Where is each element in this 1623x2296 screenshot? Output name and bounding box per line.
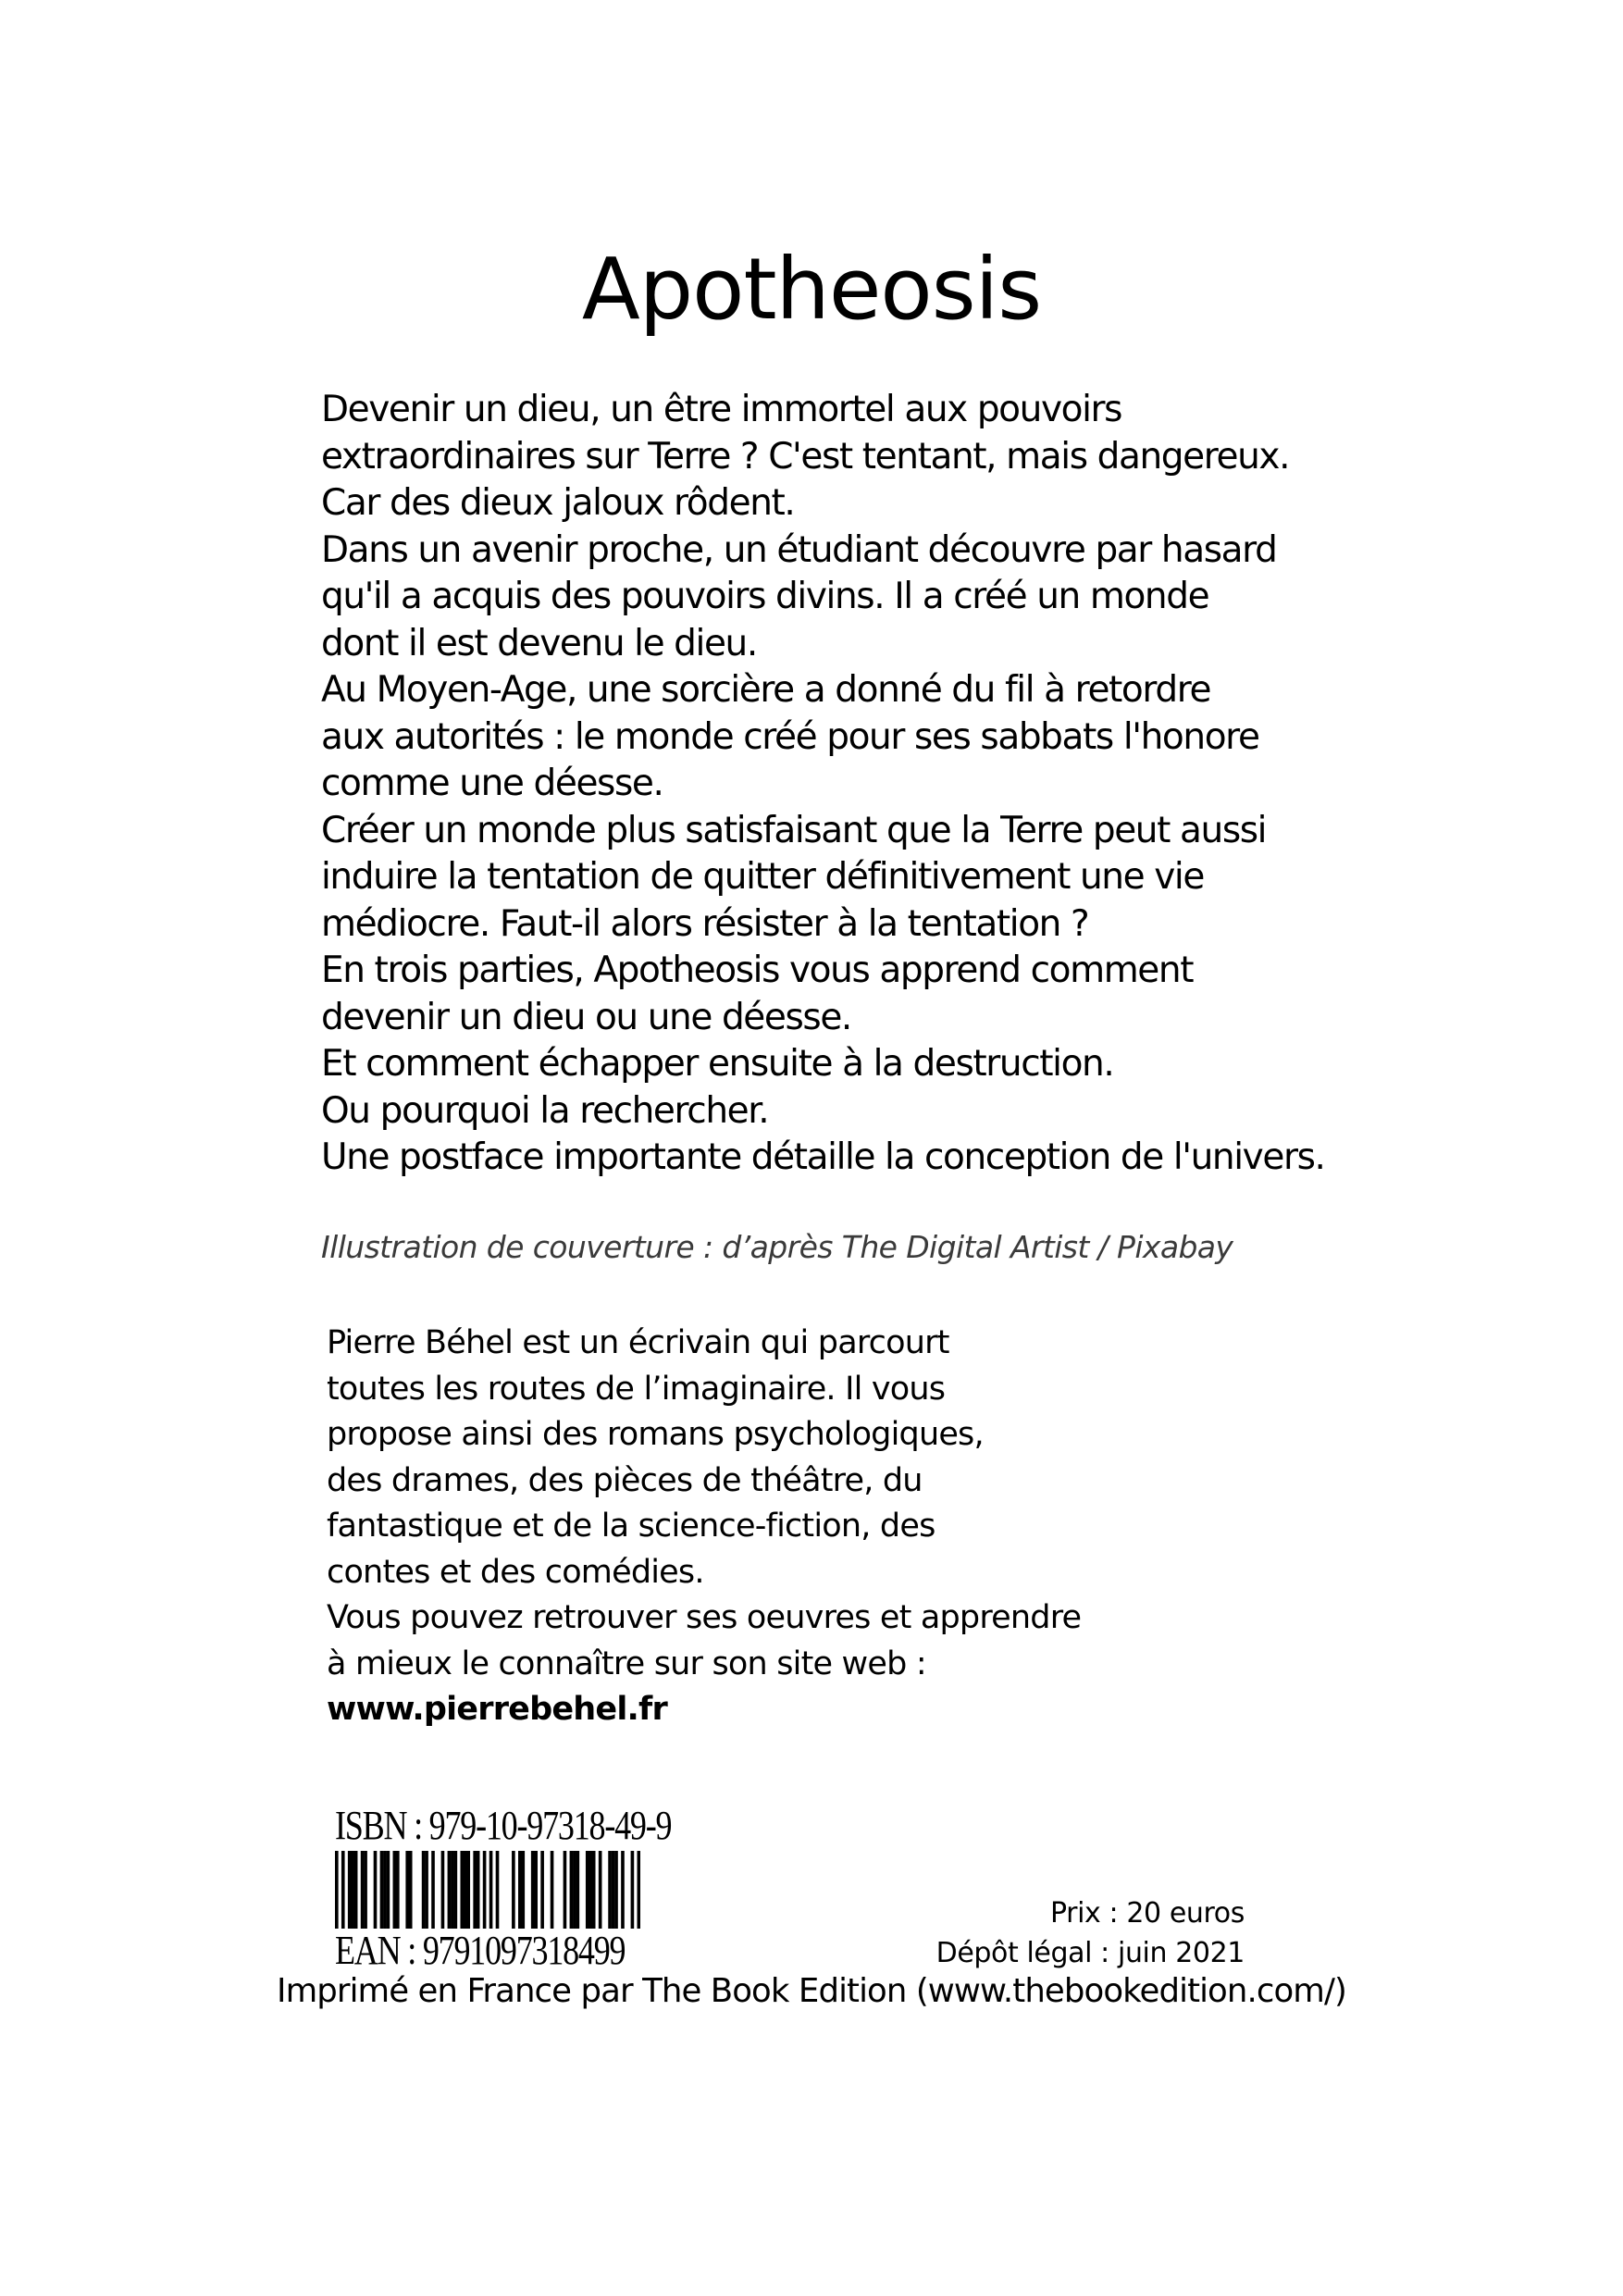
barcode-bar xyxy=(393,1851,397,1929)
barcode-bar xyxy=(573,1851,576,1929)
bio-line: propose ainsi des romans psychologiques, xyxy=(327,1416,984,1453)
barcode-block xyxy=(335,1803,761,1973)
barcode-bar xyxy=(387,1851,390,1929)
barcode-bar xyxy=(489,1851,493,1929)
bio-line: des drames, des pièces de théâtre, du xyxy=(327,1461,923,1499)
author-website-link[interactable]: www.pierrebehel.fr xyxy=(327,1691,667,1728)
barcode-image xyxy=(335,1851,640,1929)
blurb-line: aux autorités : le monde créé pour ses sabbats l'honore xyxy=(321,715,1259,758)
barcode-bar xyxy=(425,1851,428,1929)
author-bio xyxy=(327,1321,1252,1733)
barcode-bar xyxy=(534,1851,538,1929)
blurb-line: Créer un monde plus satisfaisant que la Terre peut aussi xyxy=(321,809,1267,851)
barcode-bar xyxy=(540,1851,544,1929)
blurb-line: induire la tentation de quitter définitivement une vie xyxy=(321,856,1204,898)
barcode-bar xyxy=(405,1851,409,1929)
blurb-line: qu'il a acquis des pouvoirs divins. Il a créé un monde xyxy=(321,576,1209,617)
blurb-line: Devenir un dieu, un être immortel aux pouvoirs xyxy=(321,389,1122,430)
barcode-bar xyxy=(374,1851,378,1929)
blurb-line: Et comment échapper ensuite à la destruction. xyxy=(321,1043,1114,1085)
barcode-bar xyxy=(383,1851,387,1929)
bio-line: fantastique et de la science-fiction, des xyxy=(327,1508,935,1545)
barcode-bar xyxy=(364,1851,367,1929)
barcode-bar xyxy=(592,1851,596,1929)
barcode-bar xyxy=(588,1851,592,1929)
barcode-bar xyxy=(570,1851,574,1929)
illustration-credit: Illustration de couverture : d’après The Digital Artist / Pixabay xyxy=(321,1229,1233,1265)
barcode-bar xyxy=(396,1851,400,1929)
barcode-bar xyxy=(612,1851,615,1929)
barcode-bar xyxy=(599,1851,602,1929)
barcode-bar xyxy=(614,1851,618,1929)
barcode-bar xyxy=(351,1851,354,1929)
blurb-line: devenir un dieu ou une déesse. xyxy=(321,996,851,1038)
barcode-bar xyxy=(448,1851,452,1929)
barcode-bar xyxy=(409,1851,413,1929)
barcode-bar xyxy=(348,1851,352,1929)
barcode-bar xyxy=(451,1851,454,1929)
barcode-bar xyxy=(460,1851,464,1929)
barcode-bar xyxy=(608,1851,612,1929)
blurb-line: Au Moyen-Age, une sorcière a donné du fil à retordre xyxy=(321,669,1211,711)
barcode-bar xyxy=(621,1851,625,1929)
barcode-bar xyxy=(512,1851,515,1929)
barcode-bar xyxy=(361,1851,365,1929)
price-label: Prix : 20 euros xyxy=(1049,1897,1245,1930)
barcode-bar xyxy=(354,1851,358,1929)
isbn-label: ISBN : 979-10-97318-49-9 xyxy=(335,1803,672,1848)
barcode-bar xyxy=(454,1851,458,1929)
blurb-line: dont il est devenu le dieu. xyxy=(321,622,757,664)
barcode-bar xyxy=(422,1851,426,1929)
barcode-bar xyxy=(441,1851,445,1929)
barcode-bar xyxy=(335,1851,339,1929)
book-title: Apotheosis xyxy=(581,240,1042,339)
price-block xyxy=(833,1893,1245,1973)
barcode-bar xyxy=(380,1851,384,1929)
barcode-bar xyxy=(551,1851,554,1929)
printer-notice: Imprimé en France par The Book Edition (www.thebookedition.com/) xyxy=(277,1972,1346,2010)
blurb-line: extraordinaires sur Terre ? C'est tentant, mais dangereux. xyxy=(321,435,1290,478)
blurb-line: En trois parties, Apotheosis vous apprend comment xyxy=(321,949,1194,991)
barcode-bar xyxy=(638,1851,640,1929)
bio-line: à mieux le connaître sur son site web : xyxy=(327,1644,926,1682)
blurb-line: médiocre. Faut-il alors résister à la tentation ? xyxy=(321,902,1089,945)
barcode-bar xyxy=(431,1851,435,1929)
barcode-bar xyxy=(521,1851,525,1929)
blurb-line: Une postface importante détaille la conception de l'univers. xyxy=(321,1136,1325,1178)
bio-line: Pierre Béhel est un écrivain qui parcourt xyxy=(327,1324,949,1361)
blurb-line: Dans un avenir proche, un étudiant découvre par hasard xyxy=(321,528,1277,571)
barcode-bar xyxy=(518,1851,522,1929)
blurb-line: Car des dieux jaloux rôdent. xyxy=(321,482,795,524)
blurb-line: comme une déesse. xyxy=(321,763,663,804)
barcode-bar xyxy=(473,1851,477,1929)
barcode-bar xyxy=(466,1851,470,1929)
barcode-bar xyxy=(341,1851,345,1929)
barcode-bar xyxy=(496,1851,500,1929)
barcode-bar xyxy=(483,1851,487,1929)
blurb-line: Ou pourquoi la rechercher. xyxy=(321,1089,769,1132)
barcode-bar xyxy=(477,1851,480,1929)
barcode-bar xyxy=(531,1851,535,1929)
bio-line: Vous pouvez retrouver ses oeuvres et apprendre xyxy=(327,1599,1082,1636)
barcode-bar xyxy=(464,1851,467,1929)
legal-deposit-label: Dépôt légal : juin 2021 xyxy=(935,1937,1245,1969)
barcode-bar xyxy=(631,1851,635,1929)
bio-line: contes et des comédies. xyxy=(327,1553,704,1591)
barcode-bar xyxy=(564,1851,567,1929)
bio-line: toutes les routes de l’imaginaire. Il vous xyxy=(327,1370,946,1408)
barcode-bar xyxy=(576,1851,580,1929)
book-blurb xyxy=(321,387,1524,1182)
barcode-bar xyxy=(586,1851,589,1929)
ean-label: EAN : 9791097318499 xyxy=(335,1928,626,1973)
